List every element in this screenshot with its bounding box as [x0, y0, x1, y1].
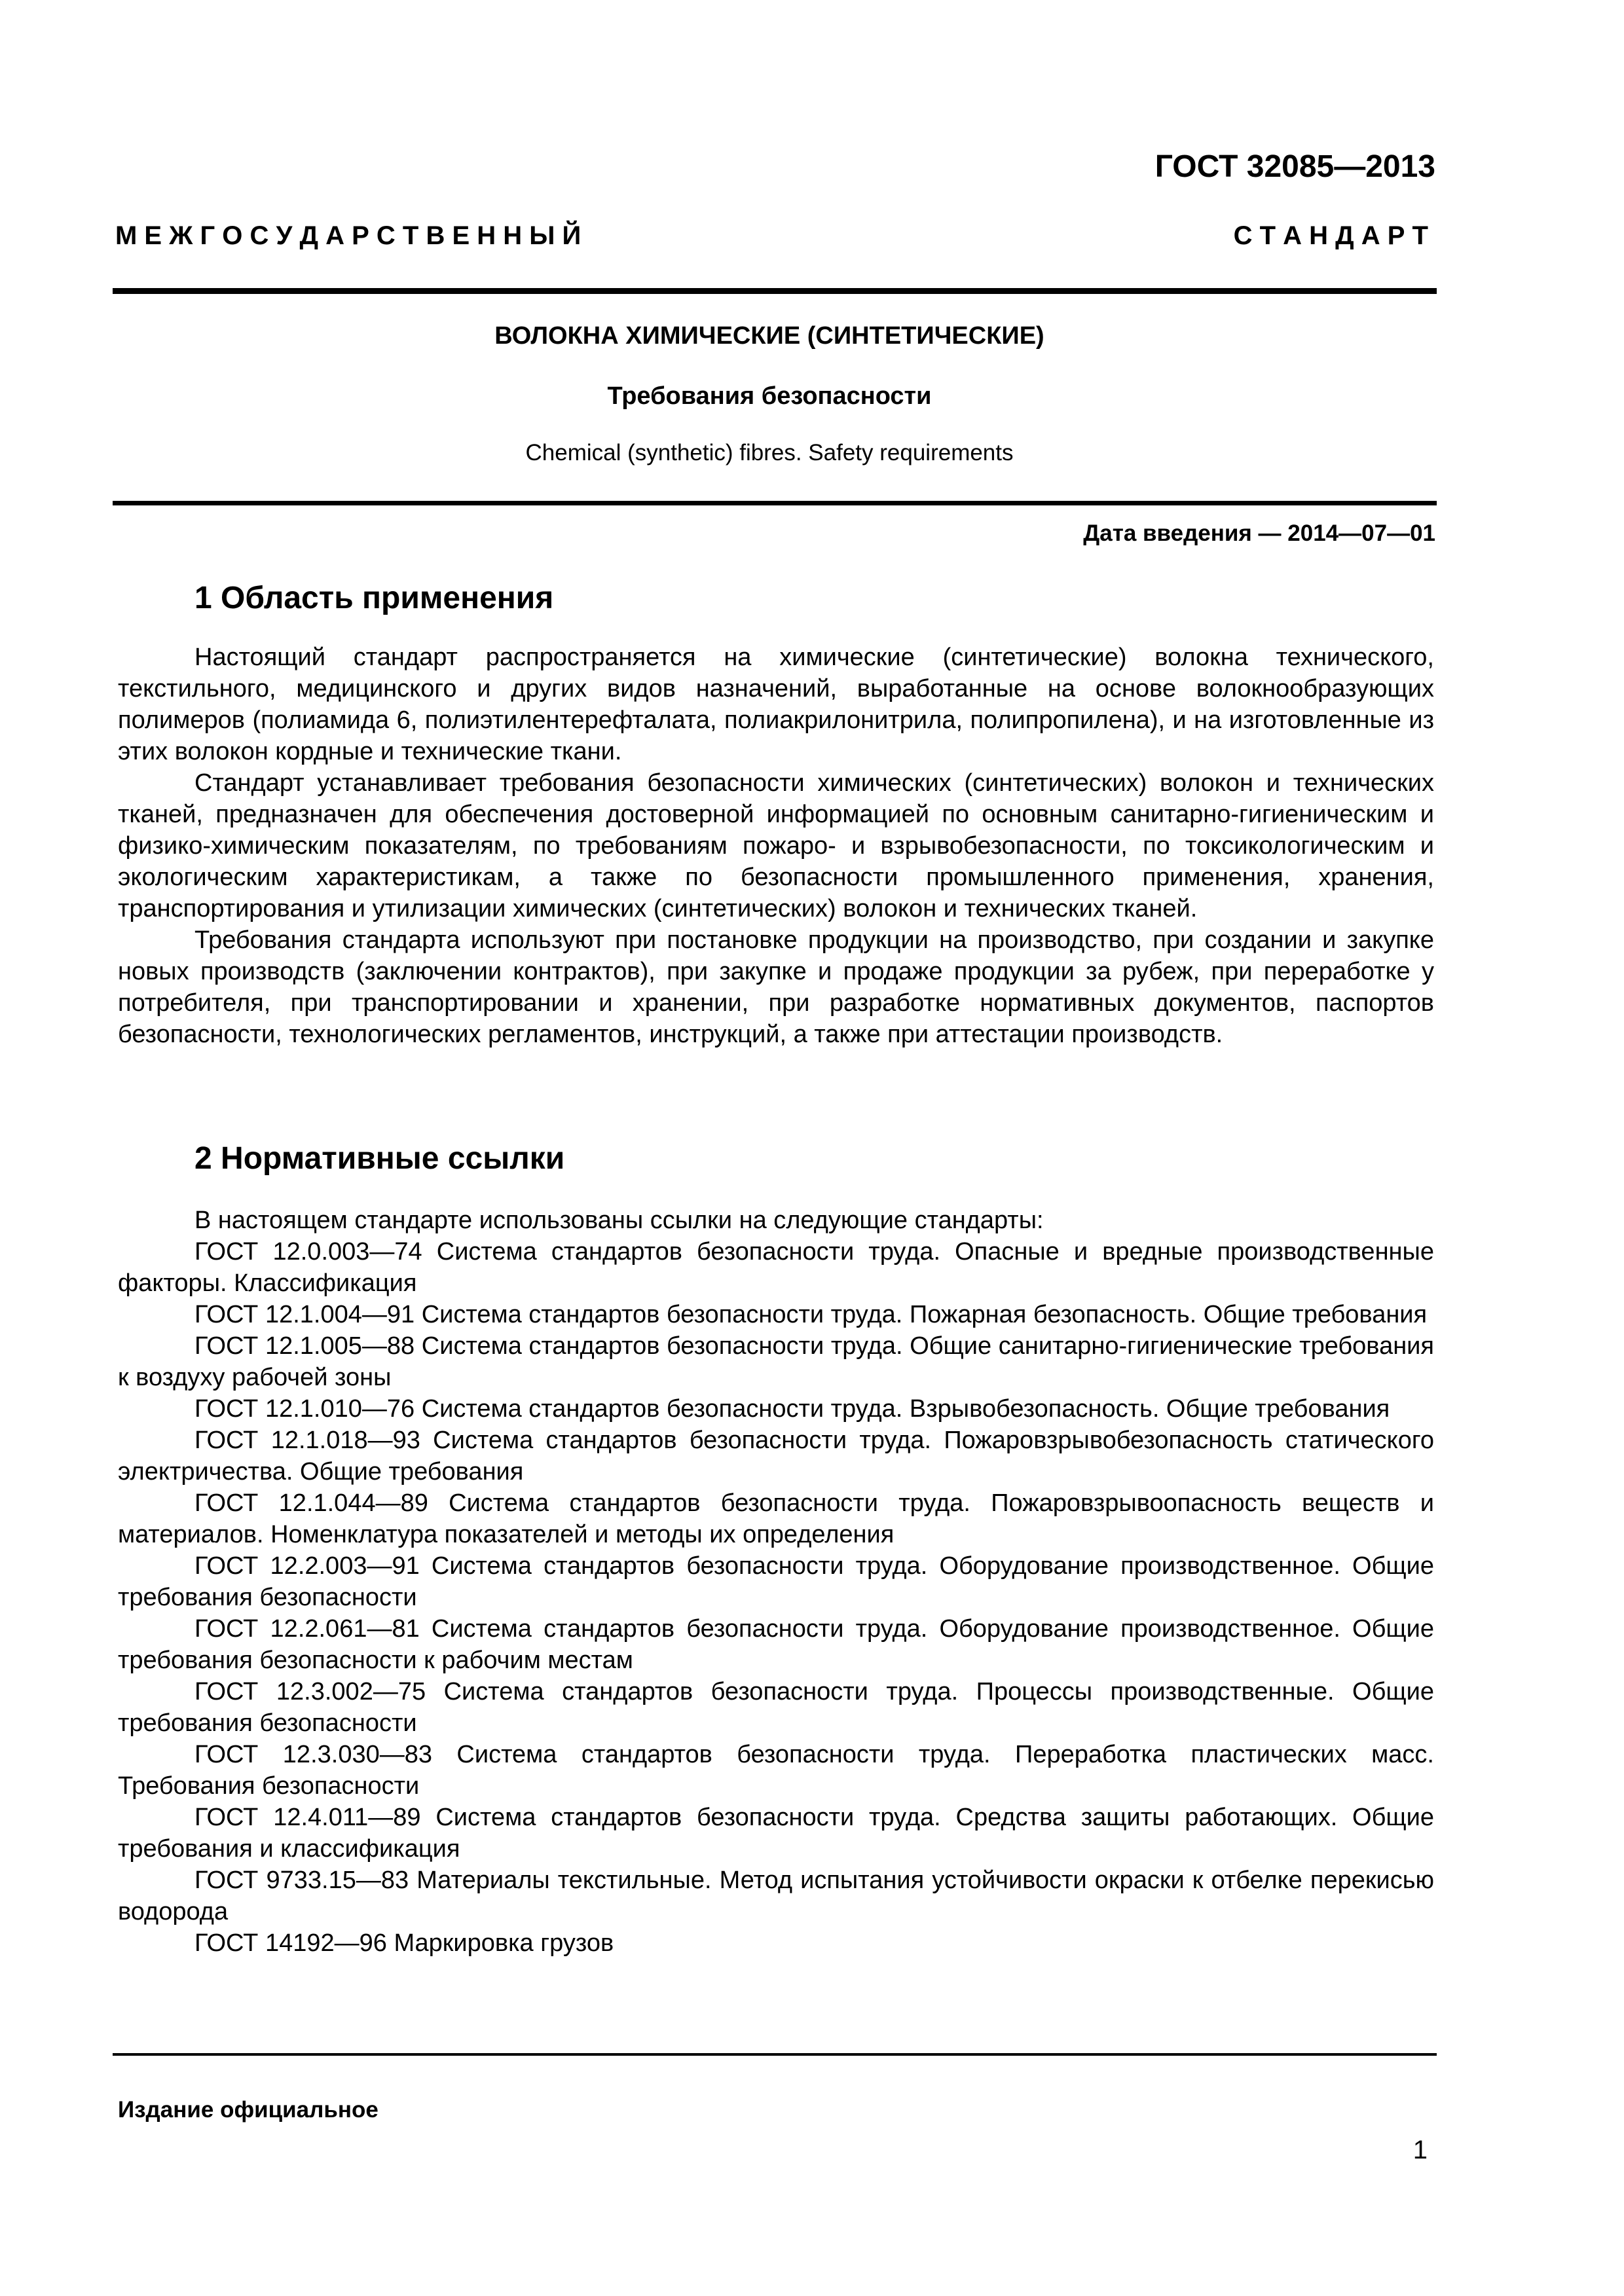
reference-item: ГОСТ 12.3.030—83 Система стандартов безопасности труда. Переработка пластических масс. Требования безопасности [118, 1741, 1434, 1800]
section-heading-normative-references: 2 Нормативные ссылки [194, 1141, 565, 1176]
scope-paragraph: Требования стандарта используют при постановке продукции на производство, при создании и закупке новых производств (заключении контрактов), при закупке и продаже продукции за рубеж, при переработке у потребителя, при транспортировании и хранении, при разработке нормативных документов, паспортов безопасности, технологических регламентов, инструкций, а также при аттестации производств. [118, 926, 1434, 1048]
reference-item: ГОСТ 12.0.003—74 Система стандартов безопасности труда. Опасные и вредные производственные факторы. Классификация [118, 1238, 1434, 1297]
section-heading-scope: 1 Область применения [194, 581, 554, 615]
reference-item: ГОСТ 12.1.004—91 Система стандартов безопасности труда. Пожарная безопасность. Общие требования [194, 1301, 1428, 1328]
reference-item: ГОСТ 12.2.003—91 Система стандартов безопасности труда. Оборудование производственное. Общие требования безопасности [118, 1552, 1434, 1611]
reference-item: ГОСТ 12.1.010—76 Система стандартов безопасности труда. Взрывобезопасность. Общие требования [194, 1395, 1390, 1423]
references-intro: В настоящем стандарте использованы ссылки на следующие стандарты: [194, 1207, 1044, 1234]
document-title: ВОЛОКНА ХИМИЧЕСКИЕ (СИНТЕТИЧЕСКИЕ) [494, 322, 1044, 350]
reference-list [118, 1236, 1434, 1959]
footer-divider [113, 2053, 1437, 2056]
reference-item: ГОСТ 14192—96 Маркировка грузов [194, 1929, 614, 1957]
section-references-body [118, 1205, 1434, 1959]
introduction-date: Дата введения — 2014—07—01 [1083, 520, 1435, 546]
english-title: Chemical (synthetic) fibres. Safety requirements [525, 440, 1014, 465]
reference-item: ГОСТ 12.3.002—75 Система стандартов безопасности труда. Процессы производственные. Общие требования безопасности [118, 1678, 1434, 1737]
gost-number: ГОСТ 32085—2013 [1154, 149, 1435, 184]
header-divider [113, 288, 1437, 294]
page-number: 1 [1412, 2136, 1428, 2164]
reference-item: ГОСТ 9733.15—83 Материалы текстильные. Метод испытания устойчивости окраски к отбелке перекисью водорода [118, 1867, 1434, 1925]
title-divider [113, 501, 1437, 505]
section-scope-body [118, 642, 1434, 1050]
reference-item: ГОСТ 12.1.044—89 Система стандартов безопасности труда. Пожаровзрывоопасность веществ и материалов. Номенклатура показателей и методы их определения [118, 1489, 1434, 1548]
document-subtitle: Требования безопасности [607, 382, 932, 410]
scope-paragraph: Стандарт устанавливает требования безопасности химических (синтетических) волокон и технических тканей, предназначен для обеспечения достоверной информацией по основным санитарно-гигиеническим и физико-химическим показателям, по требованиям пожаро- и взрывобезопасности, по токсикологическим и экологическим характеристикам, а также по безопасности промышленного применения, хранения, транспортирования и утилизации химических (синтетических) волокон и технических тканей. [118, 769, 1434, 922]
standard-word: С Т А Н Д А Р Т [1233, 221, 1428, 250]
interstate-standard-banner [115, 221, 1428, 251]
official-edition-label: Издание официальное [118, 2097, 378, 2123]
reference-item: ГОСТ 12.4.011—89 Система стандартов безопасности труда. Средства защиты работающих. Общие требования и классификация [118, 1804, 1434, 1863]
interstate-word: М Е Ж Г О С У Д А Р С Т В Е Н Н Ы Й [115, 221, 581, 250]
scope-paragraph: Настоящий стандарт распространяется на химические (синтетические) волокна технического, текстильного, медицинского и других видов назначений, выработанные на основе волокнообразующих полимеров (полиамида 6, полиэтилентерефталата, полиакрилонитрила, полипропилена), и на изготовленные из этих волокон кордные и технические ткани. [118, 644, 1434, 765]
reference-item: ГОСТ 12.1.005—88 Система стандартов безопасности труда. Общие санитарно-гигиенические требования к воздуху рабочей зоны [118, 1332, 1434, 1391]
reference-item: ГОСТ 12.1.018—93 Система стандартов безопасности труда. Пожаровзрывобезопасность статического электричества. Общие требования [118, 1427, 1434, 1485]
reference-item: ГОСТ 12.2.061—81 Система стандартов безопасности труда. Оборудование производственное. Общие требования безопасности к рабочим местам [118, 1615, 1434, 1674]
